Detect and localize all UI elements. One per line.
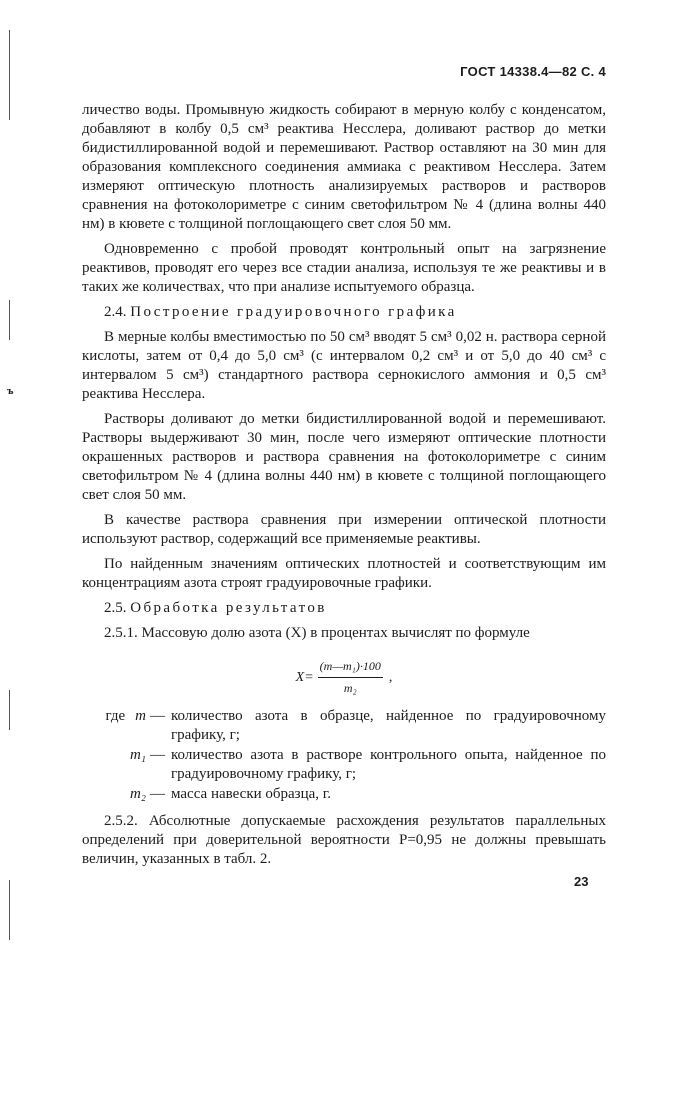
definition-dash: — (150, 786, 165, 802)
formula-fraction (318, 657, 383, 698)
document-header: ГОСТ 14338.4—82 С. 4 (460, 64, 606, 79)
page-number: 23 (574, 874, 589, 889)
paragraph-graphs: По найденным значениям оптических плотностей и соответствующим им концентрациям азота строят градуировочные графики. (82, 556, 606, 591)
paragraph-flasks: В мерные колбы вместимостью по 50 см³ вводят 5 см³ 0,02 н. раствора серной кислоты, затем от 0,4 до 5,0 см³ (с интервалом 0,2 см³ и от 5,0 до 40 см³ с интервалом 5 см³) стандартного раствора сернокислого аммония и 0,5 см³ реактива Несслера. (82, 329, 606, 402)
symbol-text: m₂ (129, 786, 146, 802)
definition-text: масса навески образца, г. (171, 786, 331, 802)
definition-row (82, 707, 606, 745)
definition-symbol (82, 707, 150, 745)
definition-symbol (82, 746, 150, 784)
definition-row (82, 785, 606, 804)
definition-dash: — (150, 747, 165, 763)
paragraph-continuation: личество воды. Промывную жидкость собирают в мерную колбу с конденсатом, добавляют в колбу 0,5 см³ реактива Несслера, доливают раствор до метки бидистиллированной водой и перемешивают. Раствор оставляют на 30 мин для образования комплексного соединения аммиака с реактивом Несслера. Затем измеряют оптическую плотность анализируемых растворов и растворов сравнения на фотоколориметре с синим светофильтром № 4 (длина волны 440 нм) в кювете с толщиной поглощающего свет слоя 50 мм. (82, 102, 606, 232)
paragraph-mass-fraction: 2.5.1. Массовую долю азота (X) в процентах вычислят по формуле (104, 625, 530, 641)
symbol-text: m (135, 708, 146, 724)
section-heading-2-5 (82, 599, 606, 618)
definition-row (82, 746, 606, 784)
definition-symbol (82, 785, 150, 804)
definition-text: количество азота в растворе контрольного опыта, найденное по градуировочному графику, г; (171, 747, 606, 782)
symbol-text: m₁ (129, 747, 146, 763)
definitions-list (82, 707, 606, 804)
section-number: 2.4. (104, 304, 127, 320)
section-title: Обработка результатов (130, 600, 327, 616)
scan-margin-line-bottom (9, 880, 10, 940)
section-heading-2-4 (82, 303, 606, 322)
definition-text: количество азота в образце, найденное по градуировочному графику, г; (171, 708, 606, 743)
formula-numerator: (m—m₁)·100 (318, 657, 383, 678)
scan-margin-line-mid (9, 300, 10, 340)
paragraph-discrepancies: 2.5.2. Абсолютные допускаемые расхождения результатов параллельных определений при доверительной вероятности P=0,95 не должны превышать величин, указанных в табл. 2. (82, 813, 606, 867)
definition-prefix: где (105, 708, 126, 724)
paragraph-measurement: Растворы доливают до метки бидистиллированной водой и перемешивают. Растворы выдерживают 30 мин, после чего измеряют оптические плотности окрашенных растворов и раствора сравнения на фотоколориметре с синим светофильтром № 4 (длина волны 440 нм) в кювете с толщиной поглощающего свет слоя 50 мм. (82, 411, 606, 503)
paragraph-control-test: Одновременно с пробой проводят контрольный опыт на загрязнение реактивов, проводят его через все стадии анализа, используя те же реактивы и в таких же количествах, что при анализе испытуемого образца. (82, 241, 606, 295)
formula-expression (296, 657, 393, 698)
scan-margin-mark: ъ (7, 385, 14, 397)
definition-dash: — (150, 708, 165, 724)
scan-margin-line-low (9, 690, 10, 730)
formula-denominator: m₂ (343, 681, 357, 695)
formula-tail: , (388, 670, 393, 685)
section-title: Построение градуировочного графика (130, 304, 457, 320)
paragraph-reference-solution: В качестве раствора сравнения при измерении оптической плотности используют раствор, содержащий все применяемые реактивы. (82, 512, 606, 547)
section-number: 2.5. (104, 600, 127, 616)
formula-lhs: X= (295, 670, 314, 685)
formula (82, 657, 606, 697)
page-body (82, 101, 606, 875)
scan-margin-line-top (9, 30, 10, 120)
